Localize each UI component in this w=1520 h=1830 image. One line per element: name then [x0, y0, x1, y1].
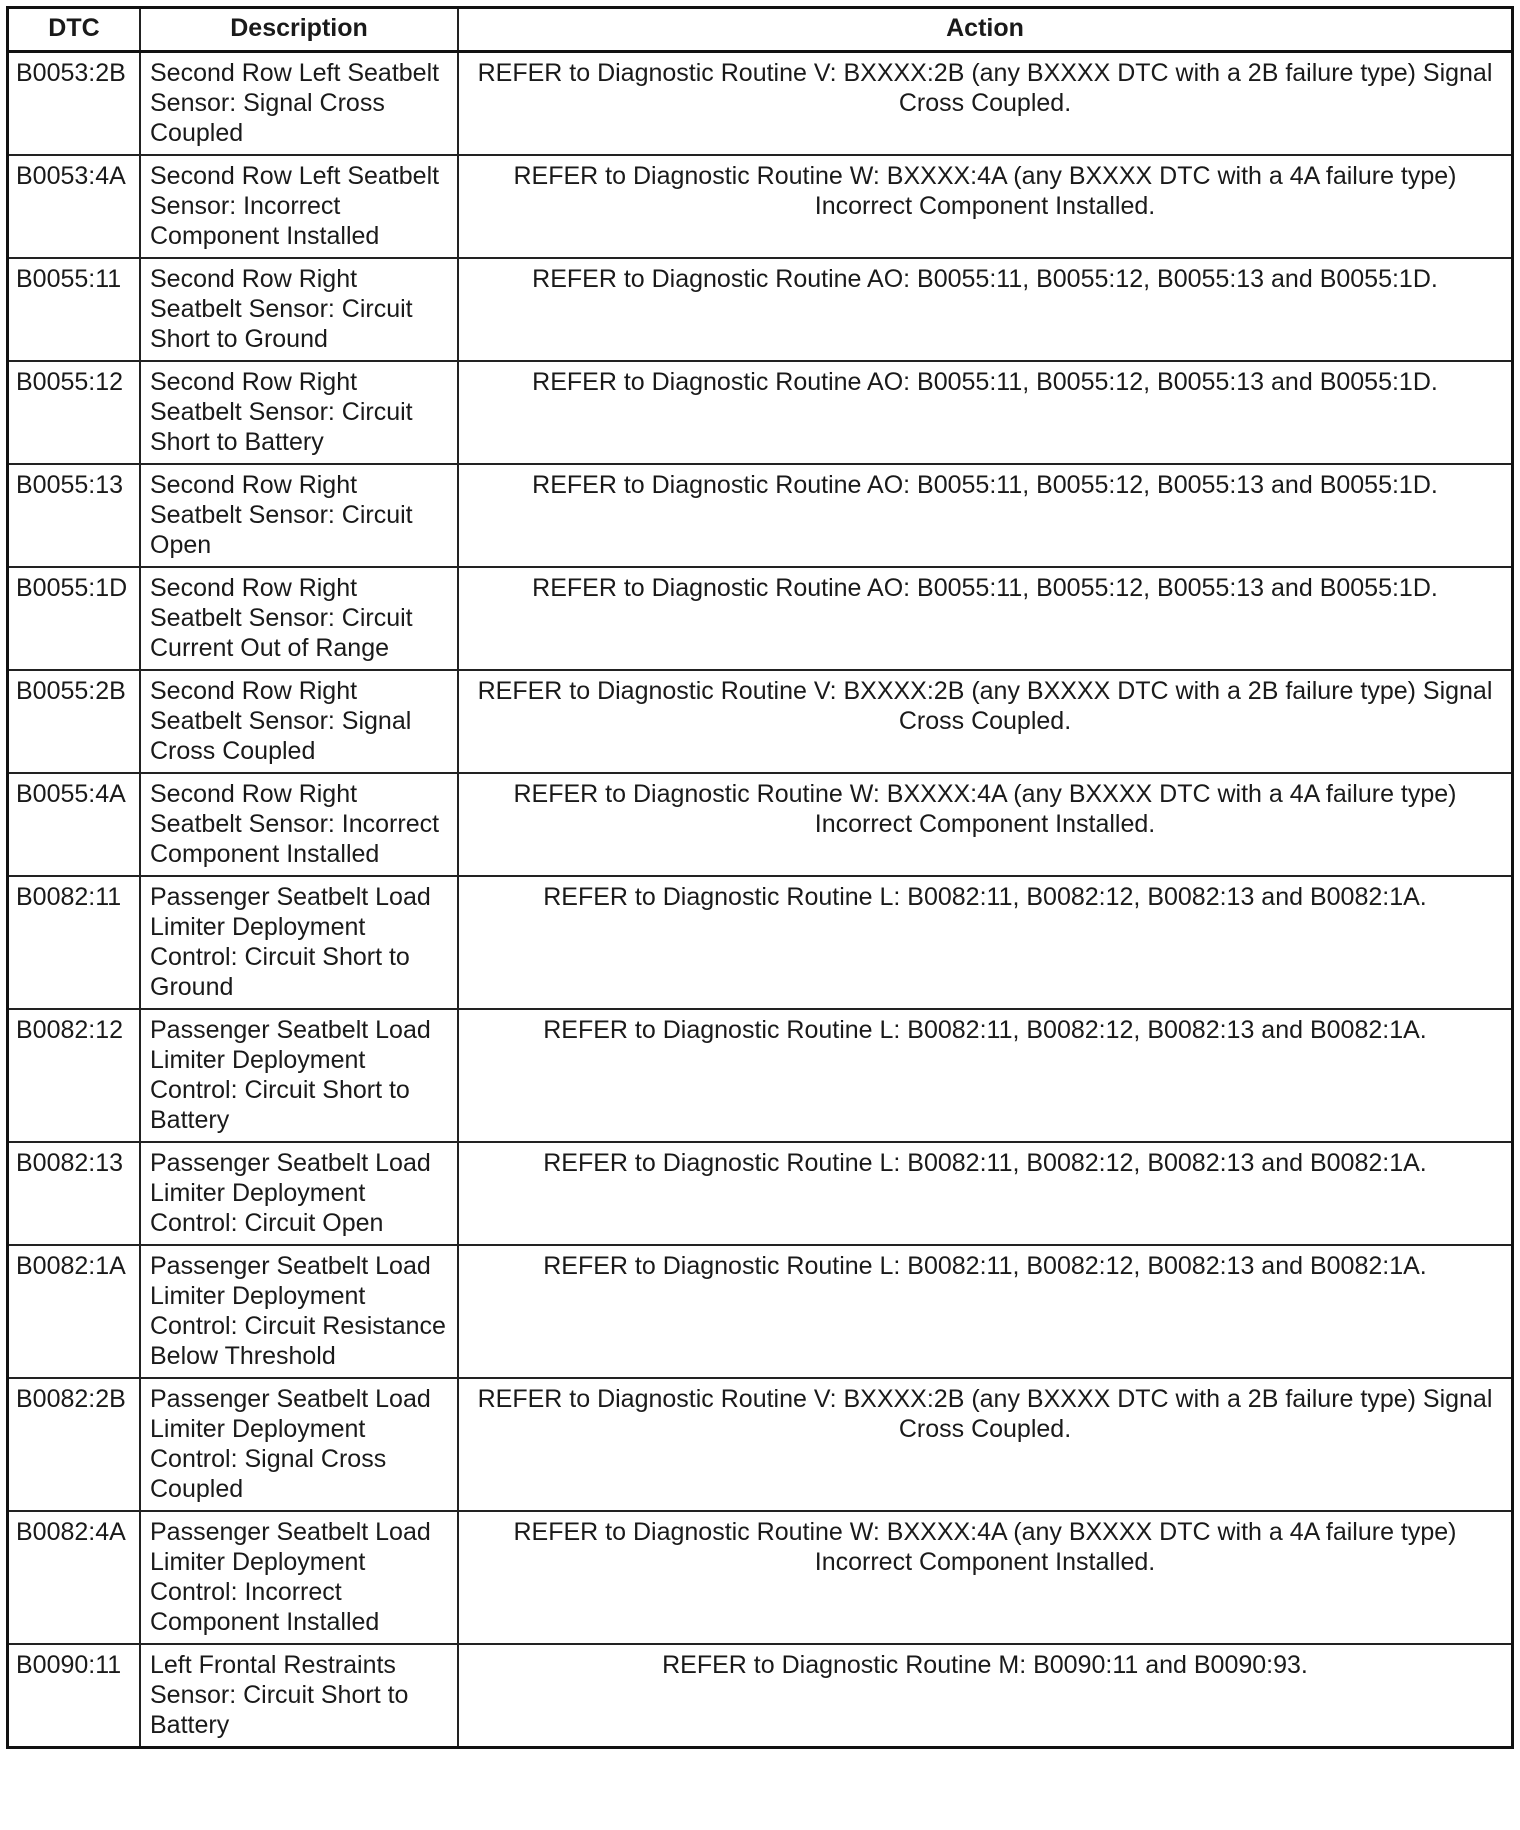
table-row [9, 1644, 1511, 1746]
dtc-table [9, 9, 1511, 1746]
action-cell: REFER to Diagnostic Routine L: B0082:11, B0082:12, B0082:13 and B0082:1A. [458, 876, 1511, 1009]
header-dtc: DTC [9, 9, 140, 51]
description-cell: Second Row Left Seatbelt Sensor: Incorrect Component Installed [140, 155, 458, 258]
table-row [9, 670, 1511, 773]
table-row [9, 464, 1511, 567]
dtc-cell: B0055:1D [9, 567, 140, 670]
dtc-cell: B0082:13 [9, 1142, 140, 1245]
table-row [9, 1245, 1511, 1378]
header-row [9, 9, 1511, 51]
action-cell: REFER to Diagnostic Routine AO: B0055:11, B0055:12, B0055:13 and B0055:1D. [458, 464, 1511, 567]
action-cell: REFER to Diagnostic Routine V: BXXXX:2B (any BXXXX DTC with a 2B failure type) Signal Cross Coupled. [458, 51, 1511, 155]
table-row [9, 773, 1511, 876]
table-row [9, 1378, 1511, 1511]
table-row [9, 51, 1511, 155]
action-cell: REFER to Diagnostic Routine V: BXXXX:2B (any BXXXX DTC with a 2B failure type) Signal Cross Coupled. [458, 670, 1511, 773]
dtc-cell: B0090:11 [9, 1644, 140, 1746]
description-cell: Second Row Right Seatbelt Sensor: Incorrect Component Installed [140, 773, 458, 876]
action-cell: REFER to Diagnostic Routine W: BXXXX:4A (any BXXXX DTC with a 4A failure type) Incorrect Component Installed. [458, 1511, 1511, 1644]
table-row [9, 155, 1511, 258]
dtc-cell: B0055:11 [9, 258, 140, 361]
table-row [9, 1511, 1511, 1644]
dtc-cell: B0082:2B [9, 1378, 140, 1511]
dtc-cell: B0055:13 [9, 464, 140, 567]
header-description: Description [140, 9, 458, 51]
action-cell: REFER to Diagnostic Routine AO: B0055:11, B0055:12, B0055:13 and B0055:1D. [458, 258, 1511, 361]
dtc-cell: B0082:12 [9, 1009, 140, 1142]
description-cell: Passenger Seatbelt Load Limiter Deployment Control: Incorrect Component Installed [140, 1511, 458, 1644]
action-cell: REFER to Diagnostic Routine L: B0082:11, B0082:12, B0082:13 and B0082:1A. [458, 1245, 1511, 1378]
table-row [9, 567, 1511, 670]
action-cell: REFER to Diagnostic Routine L: B0082:11, B0082:12, B0082:13 and B0082:1A. [458, 1009, 1511, 1142]
dtc-cell: B0055:2B [9, 670, 140, 773]
description-cell: Left Frontal Restraints Sensor: Circuit Short to Battery [140, 1644, 458, 1746]
dtc-table-frame [6, 6, 1514, 1749]
description-cell: Passenger Seatbelt Load Limiter Deployment Control: Signal Cross Coupled [140, 1378, 458, 1511]
dtc-cell: B0053:4A [9, 155, 140, 258]
description-cell: Second Row Right Seatbelt Sensor: Circuit Short to Ground [140, 258, 458, 361]
table-row [9, 361, 1511, 464]
table-row [9, 1142, 1511, 1245]
action-cell: REFER to Diagnostic Routine M: B0090:11 and B0090:93. [458, 1644, 1511, 1746]
table-row [9, 258, 1511, 361]
dtc-cell: B0082:1A [9, 1245, 140, 1378]
description-cell: Passenger Seatbelt Load Limiter Deployment Control: Circuit Resistance Below Threshold [140, 1245, 458, 1378]
description-cell: Passenger Seatbelt Load Limiter Deployment Control: Circuit Open [140, 1142, 458, 1245]
action-cell: REFER to Diagnostic Routine W: BXXXX:4A (any BXXXX DTC with a 4A failure type) Incorrect Component Installed. [458, 773, 1511, 876]
description-cell: Second Row Right Seatbelt Sensor: Circuit Open [140, 464, 458, 567]
action-cell: REFER to Diagnostic Routine L: B0082:11, B0082:12, B0082:13 and B0082:1A. [458, 1142, 1511, 1245]
table-header [9, 9, 1511, 51]
action-cell: REFER to Diagnostic Routine AO: B0055:11, B0055:12, B0055:13 and B0055:1D. [458, 361, 1511, 464]
header-action: Action [458, 9, 1511, 51]
description-cell: Second Row Left Seatbelt Sensor: Signal Cross Coupled [140, 51, 458, 155]
description-cell: Second Row Right Seatbelt Sensor: Circuit Current Out of Range [140, 567, 458, 670]
description-cell: Second Row Right Seatbelt Sensor: Signal Cross Coupled [140, 670, 458, 773]
dtc-cell: B0082:11 [9, 876, 140, 1009]
dtc-cell: B0055:12 [9, 361, 140, 464]
action-cell: REFER to Diagnostic Routine W: BXXXX:4A (any BXXXX DTC with a 4A failure type) Incorrect Component Installed. [458, 155, 1511, 258]
dtc-cell: B0082:4A [9, 1511, 140, 1644]
table-body [9, 51, 1511, 1746]
description-cell: Passenger Seatbelt Load Limiter Deployment Control: Circuit Short to Ground [140, 876, 458, 1009]
action-cell: REFER to Diagnostic Routine AO: B0055:11, B0055:12, B0055:13 and B0055:1D. [458, 567, 1511, 670]
table-row [9, 1009, 1511, 1142]
dtc-cell: B0053:2B [9, 51, 140, 155]
description-cell: Second Row Right Seatbelt Sensor: Circuit Short to Battery [140, 361, 458, 464]
table-row [9, 876, 1511, 1009]
dtc-cell: B0055:4A [9, 773, 140, 876]
description-cell: Passenger Seatbelt Load Limiter Deployment Control: Circuit Short to Battery [140, 1009, 458, 1142]
action-cell: REFER to Diagnostic Routine V: BXXXX:2B (any BXXXX DTC with a 2B failure type) Signal Cross Coupled. [458, 1378, 1511, 1511]
